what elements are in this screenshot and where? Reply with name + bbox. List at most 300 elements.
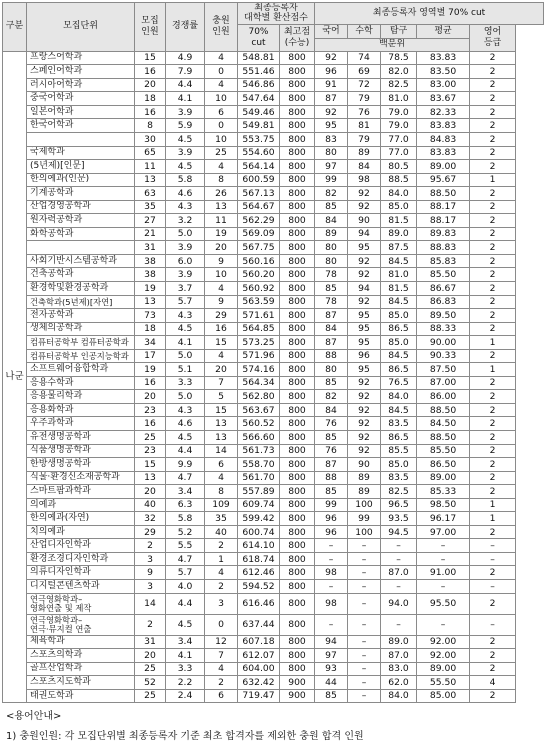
table-row: [3, 78, 544, 92]
cell-extra: 4: [205, 349, 238, 363]
cell-competition: 3.3: [166, 662, 205, 676]
cell-eng: 4: [470, 676, 516, 690]
cell-score-max: 800: [280, 160, 315, 174]
cell-math: –: [348, 552, 381, 566]
cell-avg: 87.50: [417, 363, 470, 377]
region-cell: 나군: [3, 51, 27, 703]
cell-score-70: 571.96: [238, 349, 280, 363]
cell-kor: 98: [315, 566, 348, 580]
cell-math: 90: [348, 458, 381, 472]
cell-avg: 85.50: [417, 444, 470, 458]
table-row: [3, 187, 544, 201]
cell-score-max: 800: [280, 376, 315, 390]
cell-math: 100: [348, 498, 381, 512]
cell-score-70: 616.46: [238, 593, 280, 614]
cell-kor: 80: [315, 241, 348, 255]
cell-competition: 4.1: [166, 92, 205, 106]
cell-unit-name: 화학공학과: [27, 227, 135, 241]
cell-unit-name: 국제학과: [27, 146, 135, 160]
cell-capacity: 65: [135, 146, 166, 160]
cell-extra: 35: [205, 512, 238, 526]
cell-eng: –: [470, 580, 516, 594]
cell-eng: 1: [470, 336, 516, 350]
cell-avg: 89.00: [417, 160, 470, 174]
cell-competition: 3.9: [166, 241, 205, 255]
cell-score-70: 573.25: [238, 336, 280, 350]
cell-math: –: [348, 593, 381, 614]
table-row: [3, 268, 544, 282]
cell-avg: 89.83: [417, 227, 470, 241]
cell-capacity: 23: [135, 444, 166, 458]
cell-eng: 2: [470, 322, 516, 336]
cell-avg: 86.50: [417, 458, 470, 472]
cell-score-max: 800: [280, 498, 315, 512]
cell-kor: 83: [315, 132, 348, 146]
cell-inq: 77.0: [381, 132, 417, 146]
cell-score-70: 566.60: [238, 431, 280, 445]
cell-avg: 87.00: [417, 376, 470, 390]
cell-inq: 85.0: [381, 336, 417, 350]
cell-score-max: 800: [280, 580, 315, 594]
cell-extra: 3: [205, 593, 238, 614]
cell-competition: 3.9: [166, 146, 205, 160]
table-row: [3, 417, 544, 431]
cell-extra: 6: [205, 105, 238, 119]
cell-score-70: 561.73: [238, 444, 280, 458]
cell-score-max: 800: [280, 187, 315, 201]
cell-unit-name: 중국어학과: [27, 92, 135, 106]
table-row: [3, 376, 544, 390]
cell-score-70: 637.44: [238, 614, 280, 635]
cell-inq: 82.5: [381, 78, 417, 92]
cell-extra: 12: [205, 635, 238, 649]
cell-unit-name: 건축공학과: [27, 268, 135, 282]
cell-avg: 83.83: [417, 119, 470, 133]
cell-score-max: 800: [280, 241, 315, 255]
cell-unit-name: 산업디자인학과: [27, 539, 135, 553]
cell-math: –: [348, 635, 381, 649]
cell-kor: 87: [315, 458, 348, 472]
cell-eng: 2: [470, 458, 516, 472]
cell-score-max: 800: [280, 593, 315, 614]
cell-inq: 94.5: [381, 525, 417, 539]
cell-inq: 86.5: [381, 431, 417, 445]
cell-competition: 4.4: [166, 78, 205, 92]
cell-competition: 4.5: [166, 132, 205, 146]
cell-score-70: 618.74: [238, 552, 280, 566]
cell-score-70: 546.86: [238, 78, 280, 92]
cell-avg: 95.67: [417, 173, 470, 187]
table-row: [3, 552, 544, 566]
cell-inq: 86.5: [381, 363, 417, 377]
cell-score-70: 607.18: [238, 635, 280, 649]
cell-extra: 4: [205, 471, 238, 485]
cell-extra: 9: [205, 295, 238, 309]
cell-avg: 89.50: [417, 309, 470, 323]
cell-avg: –: [417, 552, 470, 566]
cell-unit-name: 디지털콘텐츠학과: [27, 580, 135, 594]
cell-score-70: 548.81: [238, 51, 280, 65]
cell-kor: 85: [315, 200, 348, 214]
cell-capacity: 32: [135, 512, 166, 526]
cell-score-max: 800: [280, 649, 315, 663]
cell-kor: 99: [315, 498, 348, 512]
cell-kor: 88: [315, 471, 348, 485]
cell-eng: 2: [470, 431, 516, 445]
cell-competition: 5.0: [166, 349, 205, 363]
cell-extra: 40: [205, 525, 238, 539]
cell-eng: 2: [470, 132, 516, 146]
cell-eng: 2: [470, 227, 516, 241]
cell-inq: 84.0: [381, 390, 417, 404]
cell-unit-name: 연극영화학과– 연극·뮤지컬 연출: [27, 614, 135, 635]
cell-score-70: 600.59: [238, 173, 280, 187]
table-row: [3, 254, 544, 268]
cell-eng: 2: [470, 403, 516, 417]
cell-capacity: 20: [135, 649, 166, 663]
cell-score-max: 800: [280, 431, 315, 445]
cell-unit-name: 스포츠지도학과: [27, 676, 135, 690]
cell-kor: 92: [315, 105, 348, 119]
cell-inq: 86.5: [381, 322, 417, 336]
cell-capacity: 19: [135, 281, 166, 295]
cell-capacity: 52: [135, 676, 166, 690]
cell-math: 89: [348, 485, 381, 499]
cell-inq: 89.0: [381, 227, 417, 241]
cell-inq: 81.5: [381, 281, 417, 295]
cell-kor: 87: [315, 92, 348, 106]
cell-unit-name: 스페인어학과: [27, 65, 135, 79]
cell-kor: –: [315, 539, 348, 553]
cell-eng: 2: [470, 92, 516, 106]
cell-avg: 90.33: [417, 349, 470, 363]
cell-capacity: 20: [135, 78, 166, 92]
cell-score-max: 800: [280, 268, 315, 282]
cell-capacity: 16: [135, 65, 166, 79]
cell-math: 95: [348, 322, 381, 336]
cell-competition: 5.8: [166, 512, 205, 526]
cell-eng: 2: [470, 105, 516, 119]
cell-capacity: 63: [135, 187, 166, 201]
cell-score-max: 800: [280, 417, 315, 431]
cell-eng: 2: [470, 214, 516, 228]
cell-unit-name: 한의예과(인문): [27, 173, 135, 187]
cell-math: –: [348, 676, 381, 690]
cell-capacity: 25: [135, 662, 166, 676]
table-row: [3, 498, 544, 512]
cell-score-70: 567.13: [238, 187, 280, 201]
cell-kor: 82: [315, 187, 348, 201]
table-row: [3, 471, 544, 485]
cell-avg: 90.00: [417, 336, 470, 350]
cell-avg: 86.00: [417, 390, 470, 404]
cell-capacity: 16: [135, 376, 166, 390]
cell-score-70: 567.75: [238, 241, 280, 255]
header-avg: 평균: [417, 24, 470, 38]
cell-capacity: 16: [135, 105, 166, 119]
cell-unit-name: 응용물리학과: [27, 390, 135, 404]
cell-capacity: 18: [135, 322, 166, 336]
cell-score-70: 564.34: [238, 376, 280, 390]
cell-score-max: 800: [280, 92, 315, 106]
cell-math: 92: [348, 390, 381, 404]
cell-unit-name: 산업경영공학과: [27, 200, 135, 214]
cell-eng: 2: [470, 309, 516, 323]
cell-extra: 0: [205, 614, 238, 635]
cell-extra: 15: [205, 403, 238, 417]
cell-score-70: 557.89: [238, 485, 280, 499]
cell-score-70: 719.47: [238, 689, 280, 703]
table-row: [3, 649, 544, 663]
cell-math: 100: [348, 525, 381, 539]
cell-kor: –: [315, 580, 348, 594]
cell-avg: 83.67: [417, 92, 470, 106]
cell-capacity: 31: [135, 241, 166, 255]
cell-extra: 2: [205, 580, 238, 594]
cell-capacity: 19: [135, 363, 166, 377]
cell-competition: 2.2: [166, 676, 205, 690]
cell-eng: 2: [470, 146, 516, 160]
cell-avg: 88.50: [417, 187, 470, 201]
cell-eng: 2: [470, 65, 516, 79]
cell-extra: 10: [205, 132, 238, 146]
cell-score-max: 800: [280, 403, 315, 417]
cell-inq: –: [381, 539, 417, 553]
cell-eng: 2: [470, 649, 516, 663]
table-row: [3, 200, 544, 214]
header-inq: 탐구: [381, 24, 417, 38]
cell-eng: 2: [470, 566, 516, 580]
cell-competition: 9.9: [166, 458, 205, 472]
cell-inq: 84.5: [381, 349, 417, 363]
cell-inq: 89.0: [381, 635, 417, 649]
cell-math: –: [348, 689, 381, 703]
cell-eng: 2: [470, 390, 516, 404]
cell-extra: 7: [205, 649, 238, 663]
table-body: [3, 51, 544, 703]
cell-kor: 84: [315, 322, 348, 336]
cell-extra: 16: [205, 322, 238, 336]
cell-extra: 4: [205, 662, 238, 676]
cell-eng: 2: [470, 187, 516, 201]
cell-score-max: 800: [280, 119, 315, 133]
cell-inq: 85.0: [381, 309, 417, 323]
cell-competition: 4.4: [166, 593, 205, 614]
cell-score-max: 800: [280, 322, 315, 336]
cell-score-max: 800: [280, 512, 315, 526]
cell-competition: 4.5: [166, 322, 205, 336]
cell-extra: 109: [205, 498, 238, 512]
cell-capacity: 13: [135, 295, 166, 309]
table-row: [3, 132, 544, 146]
cell-competition: 5.9: [166, 119, 205, 133]
cell-inq: 84.0: [381, 689, 417, 703]
cell-eng: 2: [470, 471, 516, 485]
cell-extra: 13: [205, 417, 238, 431]
cell-avg: 86.67: [417, 281, 470, 295]
cell-eng: 2: [470, 78, 516, 92]
cell-avg: 82.33: [417, 105, 470, 119]
table-row: [3, 676, 544, 690]
cell-score-max: 800: [280, 471, 315, 485]
cell-avg: 88.83: [417, 241, 470, 255]
cell-inq: 81.0: [381, 92, 417, 106]
cell-inq: 82.5: [381, 485, 417, 499]
cell-math: 92: [348, 254, 381, 268]
cell-competition: 5.7: [166, 295, 205, 309]
table-row: [3, 444, 544, 458]
cell-score-70: 563.67: [238, 403, 280, 417]
cell-capacity: 31: [135, 635, 166, 649]
cell-competition: 3.4: [166, 485, 205, 499]
cell-inq: –: [381, 580, 417, 594]
cell-capacity: 27: [135, 214, 166, 228]
cell-extra: 4: [205, 566, 238, 580]
cell-score-70: 609.74: [238, 498, 280, 512]
cell-unit-name: 원자력공학과: [27, 214, 135, 228]
cell-capacity: 16: [135, 417, 166, 431]
table-row: [3, 241, 544, 255]
cell-math: 92: [348, 417, 381, 431]
cell-math: 81: [348, 119, 381, 133]
cell-math: 95: [348, 309, 381, 323]
cell-kor: 76: [315, 417, 348, 431]
cell-score-70: 632.42: [238, 676, 280, 690]
cell-unit-name: 건축학과(5년제)[자연]: [27, 295, 135, 309]
cell-score-70: 551.46: [238, 65, 280, 79]
cell-inq: 85.0: [381, 458, 417, 472]
cell-unit-name: 식품생명공학과: [27, 444, 135, 458]
cell-extra: 15: [205, 336, 238, 350]
header-region: 구분: [3, 3, 27, 52]
cell-kor: 88: [315, 349, 348, 363]
cell-inq: 96.5: [381, 498, 417, 512]
cell-math: –: [348, 649, 381, 663]
cell-avg: 96.17: [417, 512, 470, 526]
cell-score-max: 800: [280, 105, 315, 119]
cell-score-max: 800: [280, 539, 315, 553]
cell-unit-name: 한국어학과: [27, 119, 135, 133]
cell-avg: 88.17: [417, 214, 470, 228]
cell-math: –: [348, 614, 381, 635]
cell-kor: 87: [315, 336, 348, 350]
cell-score-70: 612.46: [238, 566, 280, 580]
cell-score-max: 800: [280, 227, 315, 241]
cell-score-70: 549.81: [238, 119, 280, 133]
cell-extra: 9: [205, 254, 238, 268]
cell-math: 95: [348, 336, 381, 350]
cell-kor: 85: [315, 485, 348, 499]
cell-avg: 86.83: [417, 295, 470, 309]
cell-inq: 84.5: [381, 295, 417, 309]
cell-inq: 94.0: [381, 593, 417, 614]
cell-kor: 96: [315, 512, 348, 526]
cell-competition: 4.5: [166, 431, 205, 445]
cell-inq: 83.5: [381, 417, 417, 431]
cell-competition: 2.4: [166, 689, 205, 703]
table-row: [3, 363, 544, 377]
cell-avg: 85.83: [417, 254, 470, 268]
cell-score-70: 558.70: [238, 458, 280, 472]
cell-extra: 26: [205, 187, 238, 201]
cell-math: 92: [348, 187, 381, 201]
cell-score-70: 562.29: [238, 214, 280, 228]
cell-kor: 94: [315, 635, 348, 649]
cell-unit-name: 프랑스어학과: [27, 51, 135, 65]
cell-eng: 2: [470, 295, 516, 309]
cell-inq: 76.5: [381, 376, 417, 390]
table-row: [3, 119, 544, 133]
cell-score-max: 800: [280, 552, 315, 566]
cell-kor: 78: [315, 295, 348, 309]
cell-capacity: 38: [135, 268, 166, 282]
cell-capacity: 13: [135, 471, 166, 485]
cell-eng: –: [470, 614, 516, 635]
cell-avg: –: [417, 539, 470, 553]
cell-kor: 80: [315, 363, 348, 377]
cell-eng: –: [470, 539, 516, 553]
cell-unit-name: 소프트웨어융합학과: [27, 363, 135, 377]
cell-kor: –: [315, 614, 348, 635]
table-row: [3, 349, 544, 363]
cell-score-70: 564.85: [238, 322, 280, 336]
cell-capacity: 13: [135, 173, 166, 187]
cell-kor: 84: [315, 403, 348, 417]
cell-capacity: 3: [135, 552, 166, 566]
cell-competition: 3.7: [166, 281, 205, 295]
cell-extra: 0: [205, 65, 238, 79]
table-row: [3, 336, 544, 350]
cell-math: 92: [348, 444, 381, 458]
cell-avg: 97.00: [417, 525, 470, 539]
cell-inq: 81.0: [381, 268, 417, 282]
cell-unit-name: 우주과학과: [27, 417, 135, 431]
cell-capacity: 20: [135, 390, 166, 404]
table-row: [3, 92, 544, 106]
cell-eng: 2: [470, 241, 516, 255]
cell-score-max: 800: [280, 485, 315, 499]
table-row: [3, 566, 544, 580]
cell-score-max: 800: [280, 281, 315, 295]
cell-avg: 92.00: [417, 635, 470, 649]
cell-extra: 8: [205, 485, 238, 499]
cell-avg: 84.50: [417, 417, 470, 431]
header-score-group: 최종등록자 대학별 환산점수: [238, 3, 315, 25]
header-competition: 경쟁률: [166, 3, 205, 52]
cell-score-70: 599.42: [238, 512, 280, 526]
cell-inq: 79.0: [381, 105, 417, 119]
cell-avg: 55.50: [417, 676, 470, 690]
cell-avg: 88.50: [417, 431, 470, 445]
cell-score-max: 900: [280, 676, 315, 690]
cell-competition: 3.9: [166, 105, 205, 119]
cell-competition: 4.4: [166, 444, 205, 458]
table-row: [3, 525, 544, 539]
cell-math: 90: [348, 214, 381, 228]
cell-capacity: 35: [135, 200, 166, 214]
cell-extra: 7: [205, 376, 238, 390]
cell-kor: –: [315, 552, 348, 566]
cell-score-70: 564.67: [238, 200, 280, 214]
cell-eng: 2: [470, 281, 516, 295]
cell-kor: 85: [315, 689, 348, 703]
cell-math: 98: [348, 173, 381, 187]
cell-math: 69: [348, 65, 381, 79]
cell-score-70: 571.61: [238, 309, 280, 323]
cell-score-70: 563.59: [238, 295, 280, 309]
cell-math: 92: [348, 268, 381, 282]
cell-score-max: 800: [280, 51, 315, 65]
